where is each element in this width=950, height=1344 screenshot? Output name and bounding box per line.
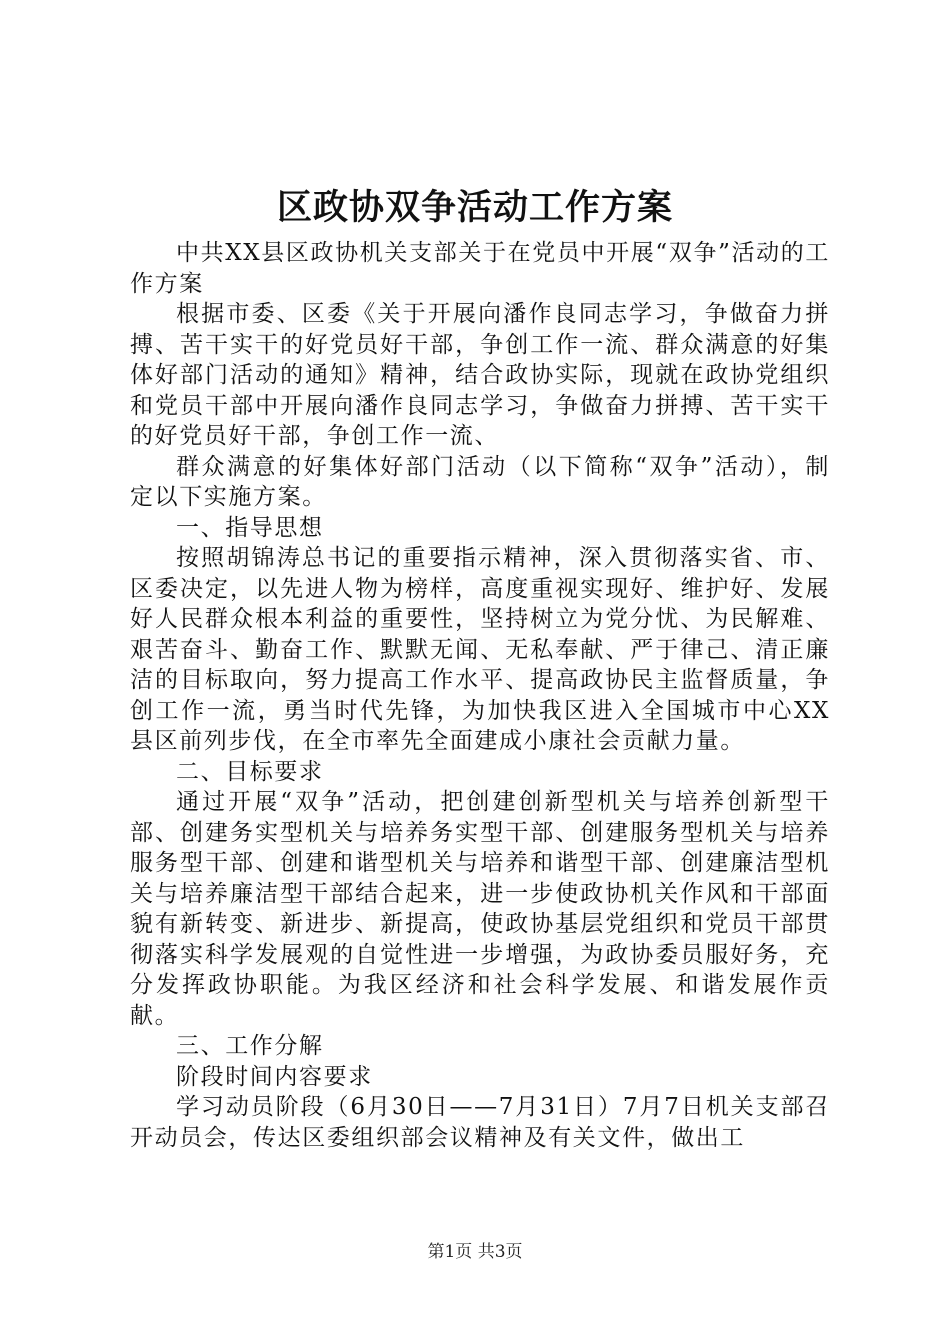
section-heading-work-breakdown: 三、工作分解 xyxy=(176,1033,324,1059)
section-heading-goals: 二、目标要求 xyxy=(176,758,324,785)
paragraph-basis-cont: 群众满意的好集体好部门活动（以下简称“双争”活动），制定以下实施方案。 xyxy=(130,453,830,510)
section-heading-guiding-thought: 一、指导思想 xyxy=(176,514,324,541)
document-title: 区政协双争活动工作方案 xyxy=(276,187,673,228)
paragraph-heading-line: 中共XX县区政协机关支部关于在党员中开展“双争”活动的工作方案 xyxy=(130,240,830,297)
paragraph-table-header: 阶段时间内容要求 xyxy=(176,1063,373,1090)
paragraph-guiding-thought: 按照胡锦涛总书记的重要指示精神，深入贯彻落实省、市、区委决定，以先进人物为榜样，高度重视实现好、维护好、发展好人民群众根本利益的重要性，坚持树立为党分忧、为民解难、艰苦奋斗、勤奋工作、默默无闻、无私奉献、严于律己、清正廉洁的目标取向，努力提高工作水平、提高政协民主监督质量，争创工作一流，勇当时代先锋，为加快我区进入全国城市中心XX县区前列步伐，在全市率先全面建成小康社会贡献力量。 xyxy=(130,545,830,754)
page-footer: 第1页 共3页 xyxy=(427,1242,523,1262)
paragraph-goals: 通过开展“双争”活动，把创建创新型机关与培养创新型干部、创建务实型机关与培养务实型干部、创建服务型机关与培养服务型干部、创建和谐型机关与培养和谐型干部、创建廉洁型机关与培养廉洁型干部结合起来，进一步使政协机关作风和干部面貌有新转变、新进步、新提高，使政协基层党组织和党员干部贯彻落实科学发展观的自觉性进一步增强，为政协委员服好务，充分发挥政协职能。为我区经济和社会科学发展、和谐发展作贡献。 xyxy=(130,789,830,1029)
paragraph-stage-one: 学习动员阶段（6月30日——7月31日）7月7日机关支部召开动员会，传达区委组织部会议精神及有关文件，做出工 xyxy=(130,1094,830,1151)
paragraph-basis: 根据市委、区委《关于开展向潘作良同志学习，争做奋力拼搏、苦干实干的好党员好干部，争创工作一流、群众满意的好集体好部门活动的通知》精神，结合政协实际，现就在政协党组织和党员干部中开展向潘作良同志学习，争做奋力拼搏、苦干实干的好党员好干部，争创工作一流、 xyxy=(130,301,830,449)
document-body xyxy=(130,238,830,1153)
